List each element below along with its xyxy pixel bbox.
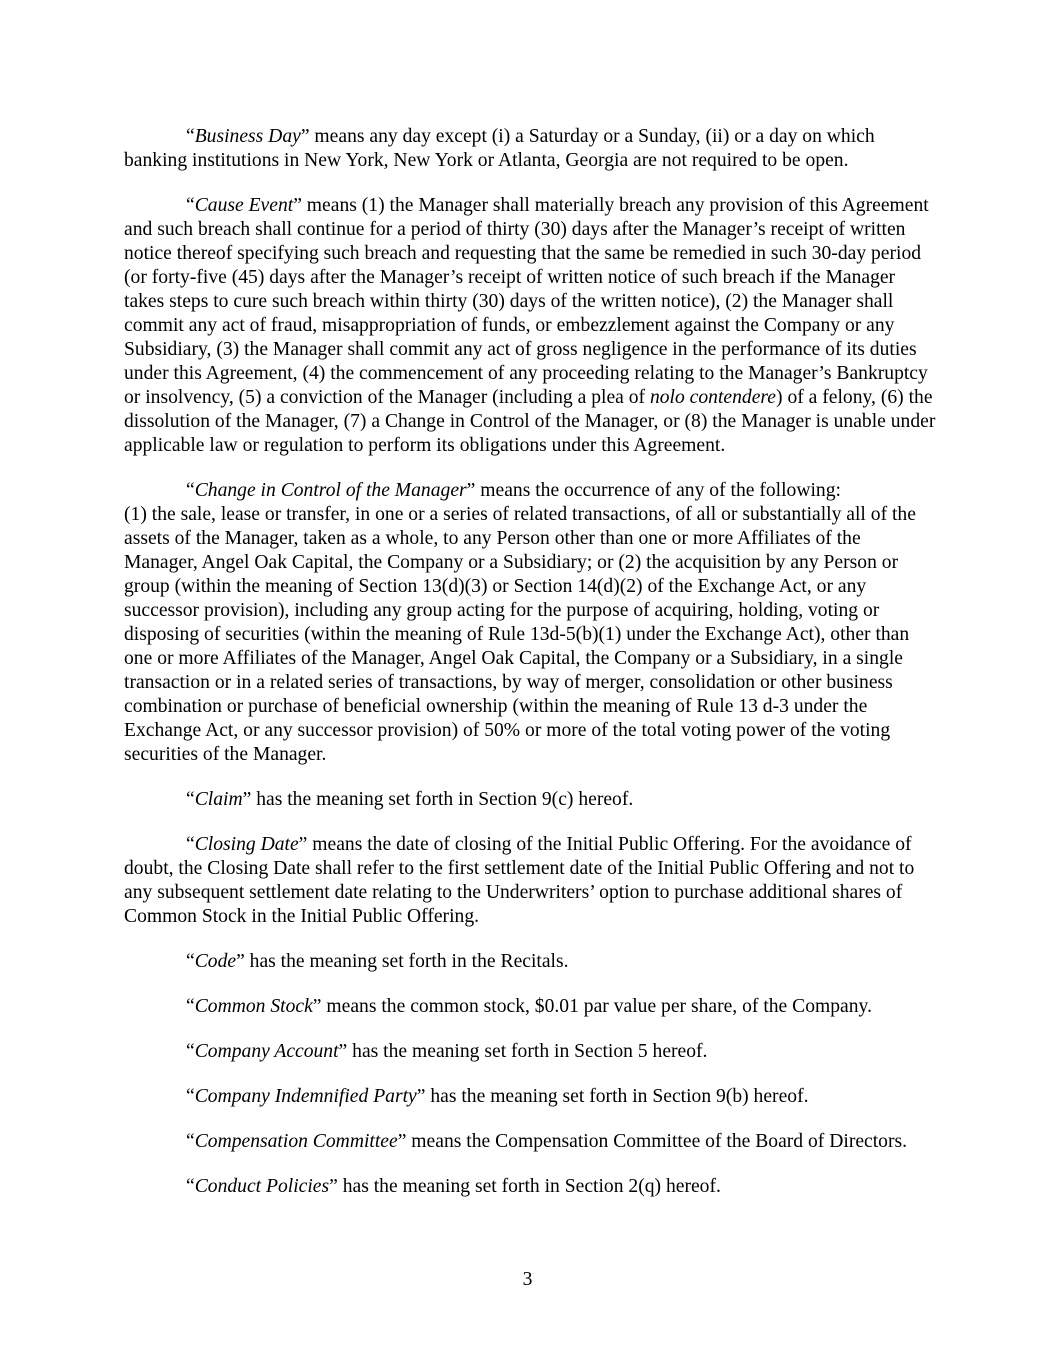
term: Company Indemnified Party bbox=[194, 1086, 417, 1107]
term: Business Day bbox=[194, 126, 301, 147]
definition-company-indemnified-party: “Company Indemnified Party” has the meaning set forth in Section 9(b) hereof. bbox=[186, 1086, 809, 1107]
term: Compensation Committee bbox=[194, 1131, 398, 1152]
definition-code: “Code” has the meaning set forth in the Recitals. bbox=[186, 951, 569, 972]
term: Conduct Policies bbox=[194, 1176, 330, 1197]
definition-cause-event: “Cause Event” means (1) the Manager shall materially breach any provision of this Agreement and such breach shall continue for a period of thirty (30) days after the Manager’s receipt of written notice thereof specifying such breach and requesting that the same be remedied in such 30-day period (or forty-five (45) days after the Manager’s receipt of written notice of such breach if the Manager takes steps to cure such breach within thirty (30) days of the written notice), (2) the Manager shall commit any act of fraud, misappropriation of funds, or embezzlement against the Company or any Subsidiary, (3) the Manager shall commit any act of gross negligence in the performance of its duties under this Agreement, (4) the commencement of any proceeding relating to the Manager’s Bankruptcy or insolvency, (5) a conviction of the Manager (including a plea of nolo contendere) of a felony, (6) the dissolution of the Manager, (7) a Change in Control of the Manager, or (8) the Manager is unable under applicable law or regulation to perform its obligations under this Agreement. bbox=[124, 195, 936, 456]
definition-company-account: “Company Account” has the meaning set forth in Section 5 hereof. bbox=[186, 1041, 708, 1062]
definition-common-stock: “Common Stock” means the common stock, $0.01 par value per share, of the Company. bbox=[186, 996, 872, 1017]
definition-business-day: “Business Day” means any day except (i) a Saturday or a Sunday, (ii) or a day on which banking institutions in New York, New York or Atlanta, Georgia are not required to be open. bbox=[124, 126, 875, 171]
definition-change-in-control: “Change in Control of the Manager” means the occurrence of any of the following: (1) the sale, lease or transfer, in one or a series of related transactions, of all or substantially all of the assets of the Manager, taken as a whole, to any Person other than one or more Affiliates of the Manager, Angel Oak Capital, the Company or a Subsidiary; or (2) the acquisition by any Person or group (within the meaning of Section 13(d)(3) or Section 14(d)(2) of the Exchange Act, or any successor provision), including any group acting for the purpose of acquiring, holding, voting or disposing of securities (within the meaning of Rule 13d-5(b)(1) under the Exchange Act), other than one or more Affiliates of the Manager, Angel Oak Capital, the Company or a Subsidiary, in a single transaction or in a related series of transactions, by way of merger, consolidation or other business combination or purchase of beneficial ownership (within the meaning of Rule 13 d-3 under the Exchange Act, or any successor provision) of 50% or more of the total voting power of the voting securities of the Manager. bbox=[124, 480, 916, 765]
term: Code bbox=[194, 951, 237, 972]
term: Change in Control of the Manager bbox=[194, 480, 467, 501]
document-body bbox=[124, 125, 936, 1220]
definition-closing-date: “Closing Date” means the date of closing of the Initial Public Offering. For the avoidance of doubt, the Closing Date shall refer to the first settlement date of the Initial Public Offering and not to any subsequent settlement date relating to the Underwriters’ option to purchase additional shares of Common Stock in the Initial Public Offering. bbox=[124, 834, 915, 927]
term: Claim bbox=[194, 789, 243, 810]
definition-compensation-committee: “Compensation Committee” means the Compensation Committee of the Board of Directors. bbox=[186, 1131, 908, 1152]
term: Cause Event bbox=[194, 195, 294, 216]
term: Common Stock bbox=[194, 996, 313, 1017]
definition-conduct-policies: “Conduct Policies” has the meaning set forth in Section 2(q) hereof. bbox=[186, 1176, 721, 1197]
term: Company Account bbox=[194, 1041, 339, 1062]
page-number: 3 bbox=[522, 1269, 533, 1290]
definition-claim: “Claim” has the meaning set forth in Section 9(c) hereof. bbox=[186, 789, 634, 810]
term: Closing Date bbox=[194, 834, 299, 855]
